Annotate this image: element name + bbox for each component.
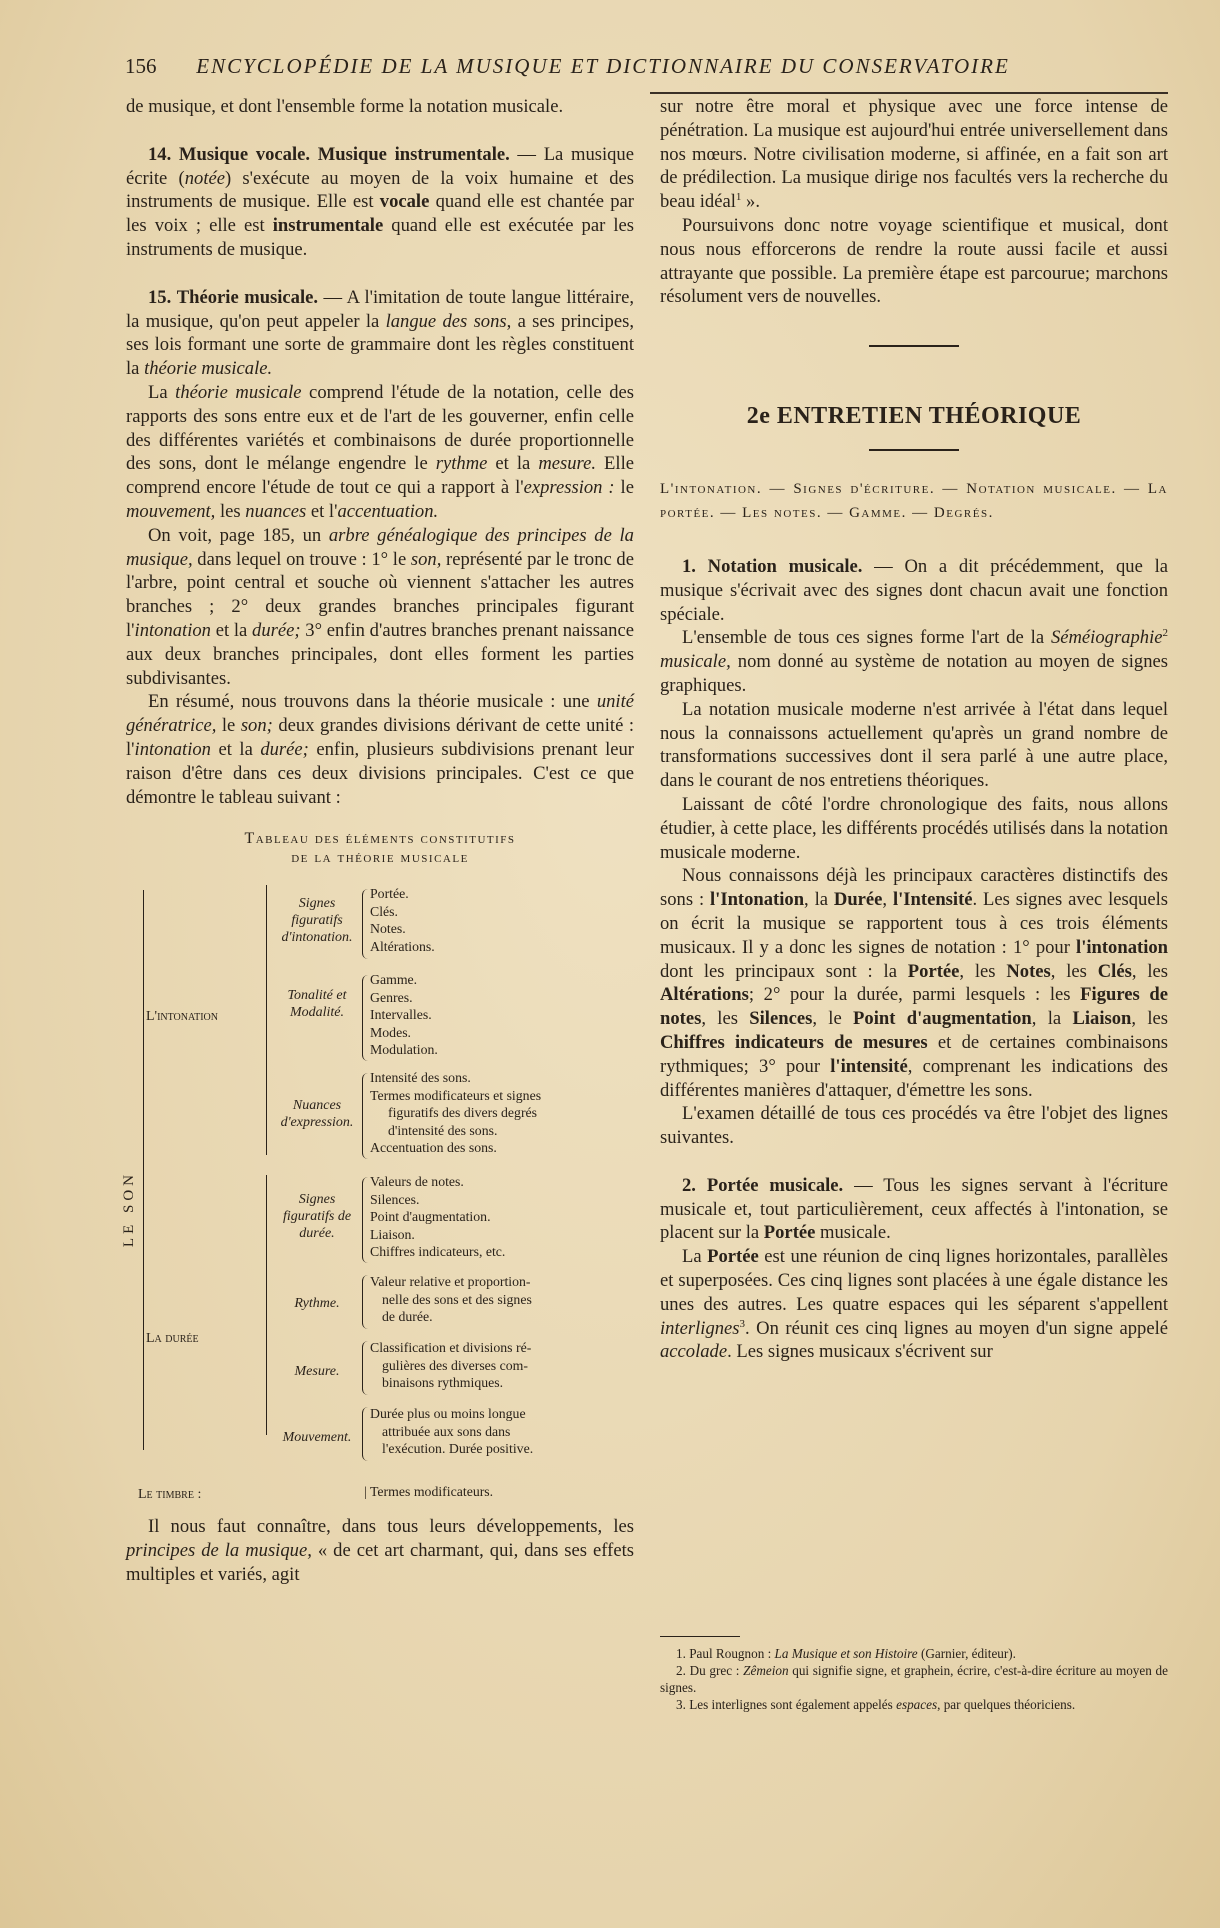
paragraph: Nous connaissons déjà les principaux caractères distinctifs des sons : l'Intonation, la Durée, l'Intensité. Les signes avec lesquels on écrit la musique se rapportent tous à ces trois éléments musicaux. Il y a donc les signes de notation : 1° pour l'intonation dont les principaux sont : la Portée, les Notes, les Clés, les Altérations; 2° pour la durée, parmi lesquels : les Figures de notes, les Silences, le Point d'augmentation, la Liaison, les Chiffres indicateurs de mesures et de certaines combinaisons rythmiques; 3° pour l'intensité, comprenant les indications des différentes manières d'attaquer, d'émettre les sons. (660, 865, 1169, 1101)
section-summary: L'intonation. — Signes d'écriture. — Notation musicale. — La portée. — Les notes. — Gamme. — Degrés. (660, 480, 1168, 521)
group-items: Portée. Clés. Notes. Altérations. (370, 886, 435, 954)
section-2-title: Portée musicale. (706, 1174, 844, 1196)
intro-paragraph: de musique, et dont l'ensemble forme la notation musicale. (126, 96, 564, 117)
paragraph: On voit, page 185, un arbre généalogique des principes de la musique, dans lequel on trouve : 1° le son, représenté par le tronc de l'arbre, point central et souche où viennent s'attacher les autres branches ; 2° deux grandes branches principales figurant l'intonation et la durée; 3° enfin d'autres branches prenant naissance aux deux branches principales, dont elles forment les parties subdivisantes. (126, 524, 634, 689)
left-column (121, 95, 635, 1587)
duree-label: La durée (146, 1331, 199, 1347)
root-brace (143, 890, 144, 1450)
section-14-number: 14. (148, 143, 172, 165)
section-14: 14. Musique vocale. Musique instrumentale. — La musique écrite (notée) s'exécute au moyen de la voix humaine et des instruments de musique. Elle est vocale quand elle est chantée par les voix ; elle est instrumentale quand elle est exécutée par les instruments de musique. (126, 143, 635, 260)
intonation-brace (266, 885, 267, 1155)
paragraph: En résumé, nous trouvons dans la théorie musicale : une unité génératrice, le son; deux grandes divisions dérivant de cette unité : l'intonation et la durée; enfin, plusieurs subdivisions prenant leur raison d'être dans ces deux divisions principales. C'est ce que démontre le tableau suivant : (126, 691, 634, 808)
timbre-label: Le timbre : (138, 1487, 202, 1503)
section-1: 1. Notation musicale. — On a dit précédemment, que la musique s'écrivait avec des signes dont chacun avait une fonction spéciale. (660, 555, 1168, 625)
page-number: 156 (125, 54, 157, 78)
section-15-number: 15. (148, 286, 172, 308)
group-items: Valeur relative et proportion- nelle des sons et des signes de durée. (370, 1274, 532, 1325)
group-label: Signes figuratifs de durée. (282, 1192, 352, 1242)
paragraph: La Portée est une réunion de cinq lignes horizontales, parallèles et superposées. Ces cinq lignes sont placées à une égale distance les unes des autres. Les quatre espaces qui les séparent s'appellent interlignes$^3$. On réunit ces cinq lignes au moyen d'un signe appelé accolade. Les signes musicaux s'écrivent sur (660, 1246, 1168, 1363)
timbre-item: | Termes modificateurs. (364, 1484, 494, 1500)
paragraph: L'ensemble de tous ces signes forme l'art de la Séméiographie$^2$ musicale, nom donné au système de notation au moyen de signes graphiques. (660, 627, 1168, 696)
tableau-root-label: LE SON (121, 1171, 137, 1248)
group-items: Gamme. Genres. Intervalles. Modes. Modulation. (370, 972, 438, 1058)
footnote-rule (660, 1636, 740, 1637)
paragraph: L'examen détaillé de tous ces procédés va être l'objet des lignes suivantes. (660, 1103, 1168, 1149)
right-column (660, 95, 1168, 1364)
paragraph: Il nous faut connaître, dans tous leurs développements, les principes de la musique, « de cet art charmant, qui, dans ses effets multiples et variés, agit (126, 1516, 634, 1585)
running-header (125, 54, 1065, 84)
tableau (121, 875, 634, 1515)
duree-brace (266, 1175, 267, 1435)
group-items: Intensité des sons. Termes modificateurs et signes figuratifs des divers degrés d'intensité des sons. Accentuation des sons. (370, 1070, 542, 1156)
footnote: 3. Les interlignes sont également appelés espaces, par quelques théoriciens. (676, 1697, 1076, 1712)
group-label: Tonalité et Modalité. (287, 988, 347, 1021)
paragraph: La notation musicale moderne n'est arrivée à l'état dans lequel nous la connaissons actuellement qu'après un grand nombre de transformations successives dont il sera parlé à une autre place, dans le courant de nos entretiens théoriques. (660, 698, 1168, 792)
running-title: ENCYCLOPÉDIE DE LA MUSIQUE ET DICTIONNAIRE DU CONSERVATOIRE (196, 54, 1010, 78)
footnote: 1. Paul Rougnon : La Musique et son Histoire (Garnier, éditeur). (676, 1646, 1016, 1661)
section-14-title: Musique vocale. Musique instrumentale. (178, 143, 510, 165)
group-items: Valeurs de notes. Silences. Point d'augmentation. Liaison. Chiffres indicateurs, etc. (370, 1174, 506, 1260)
group-label: Signes figuratifs d'intonation. (281, 896, 353, 946)
footnotes (660, 1636, 1168, 1713)
group-items: Durée plus ou moins longue attribuée aux sons dans l'exécution. Durée positive. (370, 1406, 534, 1457)
section-1-title: Notation musicale. (707, 555, 863, 577)
group-label: Nuances d'expression. (280, 1098, 354, 1131)
group-label: Mesure. (294, 1364, 340, 1380)
section-15: 15. Théorie musicale. — A l'imitation de toute langue littéraire, la musique, qu'on peut appeler la langue des sons, a ses principes, ses lois formant une sorte de grammaire dont les règles constituent la théorie musicale. (126, 286, 635, 380)
group-items: Classification et divisions ré- gulières des diverses com- binaisons rythmiques. (370, 1340, 532, 1391)
paragraph: La théorie musicale comprend l'étude de la notation, celle des rapports des sons entre eux et de l'art de les gouverner, enfin celle des différentes variétés et combinaisons de durée proportionnelle des sons, dont le mélange engendre le rythme et la mesure. Elle comprend encore l'étude de tout ce qui a rapport à l'expression : le mouvement, les nuances et l'accentuation. (126, 381, 634, 522)
section-2: 2. Portée musicale. — Tous les signes servant à l'écriture musicale et, tout particulièrement, ceux affectés à l'intonation, se placent sur la Portée musicale. (660, 1174, 1169, 1244)
paragraph: sur notre être moral et physique avec une force intense de pénétration. La musique est aujourd'hui entrée universellement dans nos mœurs. Notre civilisation moderne, si affinée, en a fait son art de prédilection. La musique dirige nos facultés vers la recherche du beau idéal$^1$ ». (660, 96, 1168, 213)
group-label: Rythme. (294, 1296, 340, 1312)
section-title: 2e ENTRETIEN THÉORIQUE (746, 403, 1082, 430)
table-title: Tableau des éléments constitutifs de la théorie musicale (244, 830, 516, 867)
intonation-label: L'intonation (146, 1009, 218, 1025)
paragraph: Poursuivons donc notre voyage scientifique et musical, dont nous nous efforcerons de rendre la route aussi facile et aussi attrayante que possible. La première étape est parcourue; marchons résolument vers de nouvelles. (660, 214, 1168, 308)
group-label: Mouvement. (282, 1430, 352, 1446)
footnote: 2. Du grec : Zêmeion qui signifie signe, et graphein, écrire, c'est-à-dire écriture au moyen de signes. (660, 1663, 1168, 1695)
section-15-title: Théorie musicale. (176, 286, 319, 308)
header-rule (650, 92, 1168, 94)
paragraph: Laissant de côté l'ordre chronologique des faits, nous allons étudier, à cette place, les différents procédés utilisés dans la notation musicale moderne. (660, 793, 1168, 863)
